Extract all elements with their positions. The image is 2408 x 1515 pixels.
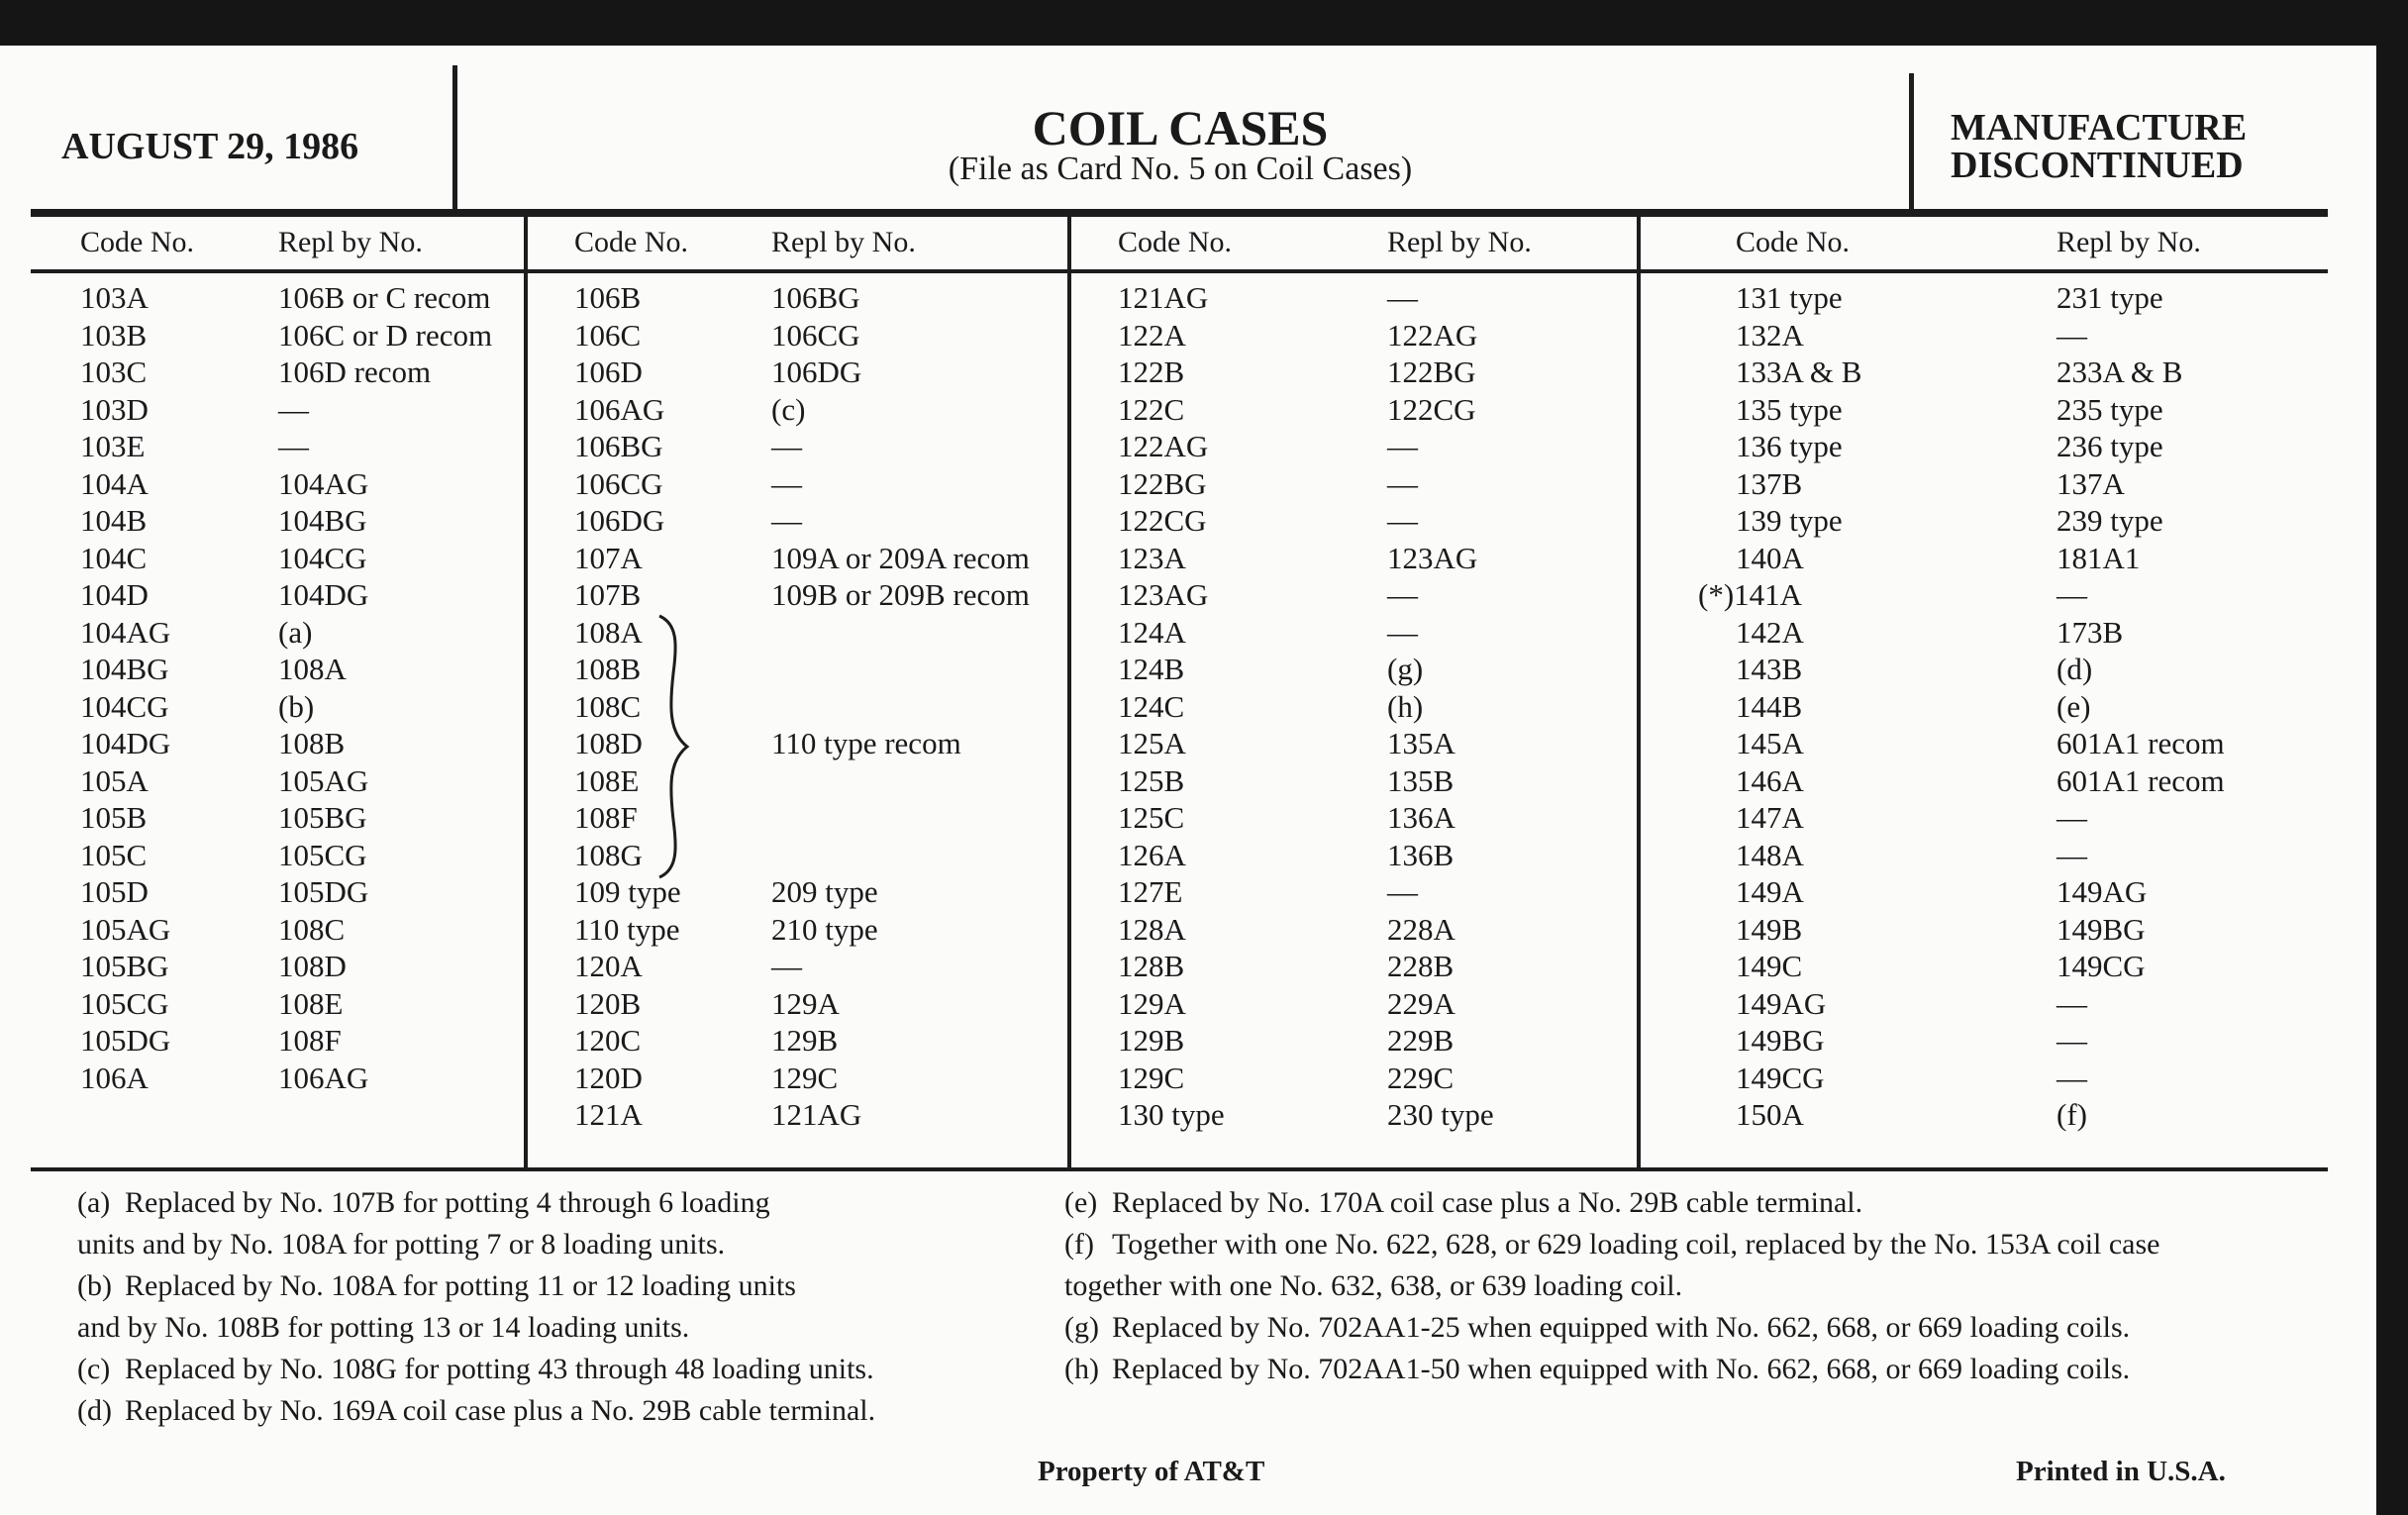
replacement-number: 239 type: [2057, 503, 2163, 538]
footnote-text: Together with one No. 622, 628, or 629 loading coil, replaced by the No. 153A coil case: [1112, 1228, 2160, 1261]
code-number: 122C: [1118, 391, 1185, 427]
code-number: 104DG: [80, 726, 171, 760]
card-title: COIL CASES: [1032, 100, 1329, 155]
replacement-number: 108A: [278, 652, 347, 686]
code-number: 120B: [574, 985, 642, 1021]
status-line-2: DISCONTINUED: [1951, 145, 2244, 186]
code-number: 129B: [1118, 1023, 1185, 1058]
replacement-number: 110 type recom: [771, 726, 961, 760]
code-number: 135 type: [1736, 391, 1843, 427]
replacement-number: —: [1387, 577, 1418, 612]
replacement-number: 106CG: [771, 317, 860, 353]
code-number: 108E: [574, 762, 640, 798]
code-number: 104B: [80, 503, 148, 538]
code-number: 103A: [80, 280, 149, 315]
code-number: 106CG: [574, 465, 663, 501]
footnote-label: (d): [77, 1394, 112, 1427]
replacement-number: 105CG: [278, 837, 367, 872]
replacement-number: —: [1387, 503, 1418, 538]
code-number: 108A: [574, 614, 643, 650]
code-number: 103D: [80, 391, 149, 427]
footnote-text: together with one No. 632, 638, or 639 loading coil.: [1064, 1269, 1683, 1302]
footnote-line: [1064, 1224, 2159, 1265]
replacement-number: 104BG: [278, 503, 367, 538]
code-number: 123AG: [1118, 577, 1209, 612]
replacement-number: 122BG: [1387, 354, 1476, 389]
replacement-number: 601A1 recom: [2057, 726, 2225, 760]
code-number: 124B: [1118, 652, 1185, 686]
footnote-label: (c): [77, 1353, 111, 1385]
replacement-number: —: [2057, 1060, 2087, 1095]
replacement-number: 135A: [1387, 726, 1455, 760]
code-number: 106B: [574, 280, 642, 315]
replacement-number: 135B: [1387, 762, 1455, 798]
code-number: 105C: [80, 837, 148, 872]
replacement-number: —: [278, 391, 309, 427]
code-number: 123A: [1118, 540, 1186, 575]
replacement-number: 121AG: [771, 1097, 862, 1132]
code-number: 148A: [1736, 837, 1804, 872]
code-number: 104A: [80, 465, 149, 501]
code-number: 140A: [1736, 540, 1804, 575]
code-number: 105AG: [80, 911, 171, 947]
replacement-number: 109A or 209A recom: [771, 540, 1030, 575]
column-header-repl: Repl by No.: [278, 226, 423, 258]
replacement-number: —: [1387, 614, 1418, 650]
code-number: 106DG: [574, 503, 665, 538]
code-number: 149BG: [1736, 1023, 1825, 1058]
column-divider-3: [1637, 214, 1641, 1169]
replacement-number: 104AG: [278, 465, 369, 501]
replacement-number: 229B: [1387, 1023, 1455, 1058]
replacement-number: 106AG: [278, 1060, 369, 1095]
code-number: 149C: [1736, 949, 1803, 983]
code-number: 108D: [574, 726, 643, 760]
code-number: 125C: [1118, 800, 1185, 835]
replacement-number: 136A: [1387, 800, 1455, 835]
replacement-number: 129C: [771, 1060, 839, 1095]
column-divider-1: [524, 214, 528, 1169]
code-number: 129A: [1118, 985, 1186, 1021]
code-number: 142A: [1736, 614, 1804, 650]
code-number: 125B: [1118, 762, 1185, 798]
footnote-line: [77, 1349, 874, 1390]
code-number: 108G: [574, 837, 643, 872]
column-header-code: Code No.: [1118, 226, 1232, 258]
footnote-label: (h): [1064, 1353, 1099, 1385]
code-number: 150A: [1736, 1097, 1804, 1132]
replacement-number: —: [2057, 577, 2087, 612]
code-number: 130 type: [1118, 1097, 1225, 1132]
replacement-number: —: [771, 465, 802, 501]
code-number: 105D: [80, 874, 149, 909]
column-header-code: Code No.: [1736, 226, 1850, 258]
replacement-number: 149CG: [2057, 949, 2146, 983]
code-number: 129C: [1118, 1060, 1185, 1095]
footnote-line: [1064, 1265, 1682, 1307]
footnote-text: Replaced by No. 108G for potting 43 through 48 loading units.: [125, 1353, 874, 1385]
column-header-code: Code No.: [80, 226, 194, 258]
code-number: 128B: [1118, 949, 1185, 983]
replacement-number: 601A1 recom: [2057, 762, 2225, 798]
code-number: 137B: [1736, 465, 1803, 501]
replacement-number: 228A: [1387, 911, 1455, 947]
code-number: 110 type: [574, 911, 680, 947]
footnote-label: (a): [77, 1186, 111, 1219]
code-number: 105A: [80, 762, 149, 798]
code-number: 104CG: [80, 688, 169, 724]
replacement-number: 108E: [278, 985, 344, 1021]
code-number: 108B: [574, 652, 642, 686]
code-number: 104BG: [80, 652, 169, 686]
replacement-number: 109B or 209B recom: [771, 577, 1030, 612]
replacement-number: 231 type: [2057, 280, 2163, 315]
replacement-number: 228B: [1387, 949, 1455, 983]
footnote-line: [77, 1182, 770, 1224]
code-number: 120C: [574, 1023, 642, 1058]
replacement-number: —: [2057, 800, 2087, 835]
replacement-number: 230 type: [1387, 1097, 1494, 1132]
footnote-label: (b): [77, 1269, 112, 1302]
replacement-number: 122CG: [1387, 391, 1476, 427]
replacement-number: —: [1387, 874, 1418, 909]
column-header-repl: Repl by No.: [1387, 226, 1532, 258]
table-bottom-rule: [31, 1167, 2328, 1171]
code-number: 124C: [1118, 688, 1185, 724]
replacement-number: 104CG: [278, 540, 367, 575]
code-number: 131 type: [1736, 280, 1843, 315]
code-number: 120D: [574, 1060, 643, 1095]
replacement-number: 209 type: [771, 874, 878, 909]
footnote-text: Replaced by No. 169A coil case plus a No. 29B cable terminal.: [125, 1394, 876, 1427]
code-number: 128A: [1118, 911, 1186, 947]
code-number: (*)141A: [1698, 577, 1803, 612]
replacement-number: 106D recom: [278, 354, 432, 389]
replacement-number: 129B: [771, 1023, 839, 1058]
code-number: 104D: [80, 577, 149, 612]
replacement-number: 105BG: [278, 800, 367, 835]
replacement-number: —: [1387, 429, 1418, 463]
code-number: 104C: [80, 540, 148, 575]
code-number: 107B: [574, 577, 642, 612]
code-number: 143B: [1736, 652, 1803, 686]
code-number: 145A: [1736, 726, 1804, 760]
code-number: 106C: [574, 317, 642, 353]
footnote-line: [1064, 1307, 2130, 1349]
code-number: 121A: [574, 1097, 643, 1132]
code-number: 109 type: [574, 874, 681, 909]
column-divider-2: [1067, 214, 1071, 1169]
code-number: 106A: [80, 1060, 149, 1095]
code-number: 106AG: [574, 391, 665, 427]
footnote-line: [77, 1224, 725, 1265]
replacement-number: 108C: [278, 911, 346, 947]
code-number: 106D: [574, 354, 643, 389]
replacement-number: 149BG: [2057, 911, 2146, 947]
replacement-number: 129A: [771, 985, 840, 1021]
code-number: 149AG: [1736, 985, 1827, 1021]
card-subtitle: (File as Card No. 5 on Coil Cases): [948, 151, 1413, 187]
replacement-number: 122AG: [1387, 317, 1478, 353]
code-number: 146A: [1736, 762, 1804, 798]
replacement-number: —: [771, 503, 802, 538]
footnote-label: (g): [1064, 1311, 1099, 1344]
column-header-repl: Repl by No.: [2057, 226, 2201, 258]
code-number: 136 type: [1736, 429, 1843, 463]
replacement-number: 105DG: [278, 874, 369, 909]
footnote-line: [77, 1390, 875, 1432]
replacement-number: —: [278, 429, 309, 463]
replacement-number: 229C: [1387, 1060, 1455, 1095]
code-number: 120A: [574, 949, 643, 983]
footnote-line: [1064, 1349, 2130, 1390]
replacement-number: (c): [771, 391, 806, 427]
code-number: 132A: [1736, 317, 1804, 353]
code-number: 122B: [1118, 354, 1185, 389]
code-number: 125A: [1118, 726, 1186, 760]
replacement-number: 235 type: [2057, 391, 2163, 427]
replacement-number: —: [1387, 280, 1418, 315]
code-number: 105DG: [80, 1023, 171, 1058]
code-number: 149CG: [1736, 1060, 1825, 1095]
replacement-number: (f): [2057, 1097, 2087, 1132]
code-number: 108F: [574, 800, 638, 835]
code-number: 122AG: [1118, 429, 1209, 463]
code-number: 107A: [574, 540, 643, 575]
footer-property: Property of AT&T: [1038, 1456, 1265, 1487]
footnote-text: units and by No. 108A for potting 7 or 8 loading units.: [77, 1228, 726, 1261]
replacement-number: —: [2057, 317, 2087, 353]
replacement-number: (a): [278, 614, 313, 650]
code-number: 122CG: [1118, 503, 1207, 538]
code-number: 122BG: [1118, 465, 1207, 501]
footnote-text: Replaced by No. 702AA1-25 when equipped with No. 662, 668, or 669 loading coils.: [1112, 1311, 2131, 1344]
status-line-1: MANUFACTURE: [1951, 107, 2248, 149]
replacement-number: 123AG: [1387, 540, 1478, 575]
code-number: 147A: [1736, 800, 1804, 835]
column-header-rule: [31, 269, 2328, 273]
replacement-number: 106C or D recom: [278, 317, 493, 353]
footnote-line: [1064, 1182, 1862, 1224]
footnote-line: [77, 1265, 796, 1307]
footnote-text: Replaced by No. 702AA1-50 when equipped with No. 662, 668, or 669 loading coils.: [1112, 1353, 2131, 1385]
replacement-number: 229A: [1387, 985, 1455, 1021]
code-number: 124A: [1118, 614, 1186, 650]
replacement-number: 105AG: [278, 762, 369, 798]
footnote-label: (f): [1064, 1228, 1094, 1261]
replacement-number: 106BG: [771, 280, 860, 315]
replacement-number: 233A & B: [2057, 354, 2183, 389]
replacement-number: —: [2057, 837, 2087, 872]
replacement-number: 210 type: [771, 911, 878, 947]
code-number: 139 type: [1736, 503, 1843, 538]
replacement-number: 106DG: [771, 354, 862, 389]
code-number: 103E: [80, 429, 146, 463]
code-number: 105B: [80, 800, 148, 835]
replacement-number: 236 type: [2057, 429, 2163, 463]
code-number: 103B: [80, 317, 148, 353]
code-number: 104AG: [80, 614, 171, 650]
code-number: 144B: [1736, 688, 1803, 724]
replacement-number: —: [771, 949, 802, 983]
brace-108-group-icon: [653, 614, 693, 879]
footnote-text: Replaced by No. 107B for potting 4 through 6 loading: [125, 1186, 770, 1219]
code-number: 106BG: [574, 429, 663, 463]
code-number: 149B: [1736, 911, 1803, 947]
replacement-number: 173B: [2057, 614, 2124, 650]
replacement-number: —: [771, 429, 802, 463]
code-number: 127E: [1118, 874, 1183, 909]
header-divider-right: [1909, 73, 1914, 209]
header-rule: [31, 209, 2328, 217]
replacement-number: —: [2057, 1023, 2087, 1058]
replacement-number: 108B: [278, 726, 346, 760]
code-number: 105BG: [80, 949, 169, 983]
replacement-number: (e): [2057, 688, 2091, 724]
code-number: 108C: [574, 688, 642, 724]
code-number: 149A: [1736, 874, 1804, 909]
replacement-number: —: [2057, 985, 2087, 1021]
footnote-text: Replaced by No. 170A coil case plus a No. 29B cable terminal.: [1112, 1186, 1863, 1219]
footnote-label: (e): [1064, 1186, 1098, 1219]
code-number: 105CG: [80, 985, 169, 1021]
replacement-number: 137A: [2057, 465, 2125, 501]
replacement-number: (g): [1387, 652, 1424, 686]
code-number: 126A: [1118, 837, 1186, 872]
replacement-number: —: [1387, 465, 1418, 501]
replacement-number: 108D: [278, 949, 347, 983]
column-header-repl: Repl by No.: [771, 226, 916, 258]
card-date: AUGUST 29, 1986: [61, 126, 359, 167]
code-number: 133A & B: [1736, 354, 1862, 389]
replacement-number: (h): [1387, 688, 1424, 724]
replacement-number: 106B or C recom: [278, 280, 491, 315]
replacement-number: 181A1: [2057, 540, 2141, 575]
footer-printed: Printed in U.S.A.: [2016, 1456, 2226, 1487]
replacement-number: 104DG: [278, 577, 369, 612]
coil-cases-card: [0, 46, 2376, 1515]
footnote-text: and by No. 108B for potting 13 or 14 loading units.: [77, 1311, 690, 1344]
column-header-code: Code No.: [574, 226, 688, 258]
replacement-number: (d): [2057, 652, 2093, 686]
replacement-number: 149AG: [2057, 874, 2148, 909]
replacement-number: 136B: [1387, 837, 1455, 872]
replacement-number: (b): [278, 688, 315, 724]
code-number: 122A: [1118, 317, 1186, 353]
footnote-line: [77, 1307, 689, 1349]
replacement-number: 108F: [278, 1023, 342, 1058]
code-number: 121AG: [1118, 280, 1209, 315]
code-number: 103C: [80, 354, 148, 389]
footnote-text: Replaced by No. 108A for potting 11 or 12 loading units: [125, 1269, 796, 1302]
